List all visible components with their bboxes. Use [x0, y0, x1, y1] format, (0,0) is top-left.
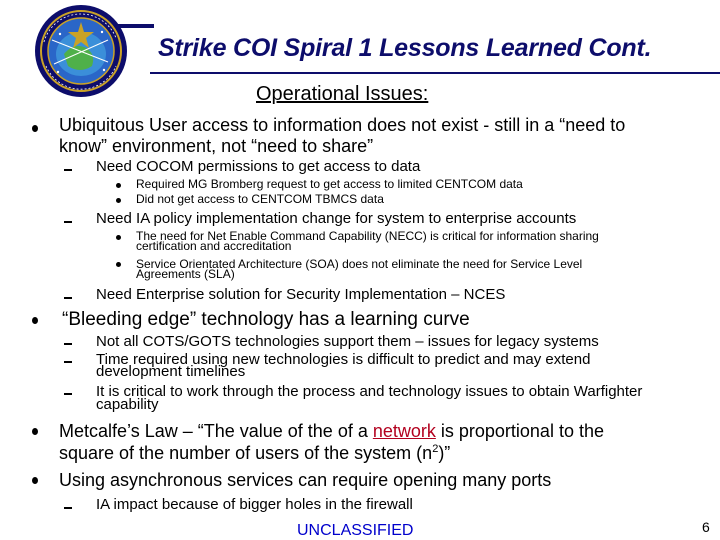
page-number: 6 [702, 519, 710, 535]
bullet-3-exponent: 2 [432, 443, 439, 455]
bullet-3-text-pre: Metcalfe’s Law – “The value of the of a [59, 421, 373, 441]
bullet-dot [32, 477, 38, 484]
sub-bullet-dash [64, 393, 72, 395]
sub-bullet-dash [64, 221, 72, 223]
bullet-2-line-1: “Bleeding edge” technology has a learning curve [62, 309, 470, 330]
classification-marking: UNCLASSIFIED [297, 522, 414, 539]
network-highlight-link[interactable]: network [372, 421, 436, 441]
sub-sub-bullet-dot [116, 183, 121, 188]
sub-bullet-dash [64, 343, 72, 345]
bullet-2-sub-1: Not all COTS/GOTS technologies support them – issues for legacy systems [96, 333, 599, 350]
sub-bullet-dash [64, 507, 72, 509]
bullet-2-sub-3-line-1: It is critical to work through the process and technology issues to obtain Warfighter [96, 383, 643, 400]
bullet-1-line-2: know” environment, not “need to share” [59, 136, 374, 156]
bullet-4-line-1: Using asynchronous services can require opening many ports [59, 470, 552, 490]
sub-bullet-dash [64, 169, 72, 171]
bullet-2-sub-3-line-2: capability [96, 396, 159, 413]
bullet-1-sub-1-item-2: Did not get access to CENTCOM TBMCS data [136, 192, 384, 206]
bullet-dot [32, 317, 38, 324]
bullet-dot [32, 125, 38, 132]
sub-bullet-dash [64, 361, 72, 363]
sub-sub-bullet-dot [116, 198, 121, 203]
bullet-1-line-1: Ubiquitous User access to information does not exist - still in a “need to [59, 115, 626, 135]
bullet-1-sub-1: Need COCOM permissions to get access to data [96, 158, 421, 175]
usstratcom-seal-logo [4, 4, 154, 98]
slide-subtitle: Operational Issues: [256, 83, 429, 105]
bullet-3-line-2 [59, 443, 450, 464]
sub-bullet-dash [64, 297, 72, 299]
bullet-2-sub-2-line-2: development timelines [96, 363, 246, 380]
bullet-3-line-2-post: )” [438, 443, 451, 463]
title-divider [150, 72, 720, 74]
bullet-1-sub-3: Need Enterprise solution for Security Implementation – NCES [96, 286, 506, 303]
bullet-3-line-2-pre: square of the number of users of the system (n [59, 443, 433, 463]
sub-sub-bullet-dot [116, 262, 121, 267]
sub-sub-bullet-dot [116, 235, 121, 240]
bullet-dot [32, 428, 38, 435]
slide-title: Strike COI Spiral 1 Lessons Learned Cont. [158, 34, 652, 62]
bullet-2-sub-2-line-1: Time required using new technologies is difficult to predict and may extend [96, 351, 591, 368]
bullet-1-sub-2-item-1-line-2: certification and accreditation [136, 239, 292, 253]
bullet-1-sub-2-item-2-line-1: Service Orientated Architecture (SOA) does not eliminate the need for Service Level [136, 257, 583, 271]
bullet-1-sub-2-item-1-line-1: The need for Net Enable Command Capability (NECC) is critical for information sharing [136, 229, 599, 243]
bullet-1-sub-2: Need IA policy implementation change for system to enterprise accounts [96, 210, 577, 227]
bullet-3-text-post: is proportional to the [435, 421, 604, 441]
bullet-4-sub-1: IA impact because of bigger holes in the firewall [96, 496, 413, 513]
bullet-1-sub-2-item-2-line-2: Agreements (SLA) [136, 267, 235, 281]
bullet-3-line-1 [59, 421, 604, 442]
bullet-1-sub-1-item-1: Required MG Bromberg request to get access to limited CENTCOM data [136, 177, 523, 191]
